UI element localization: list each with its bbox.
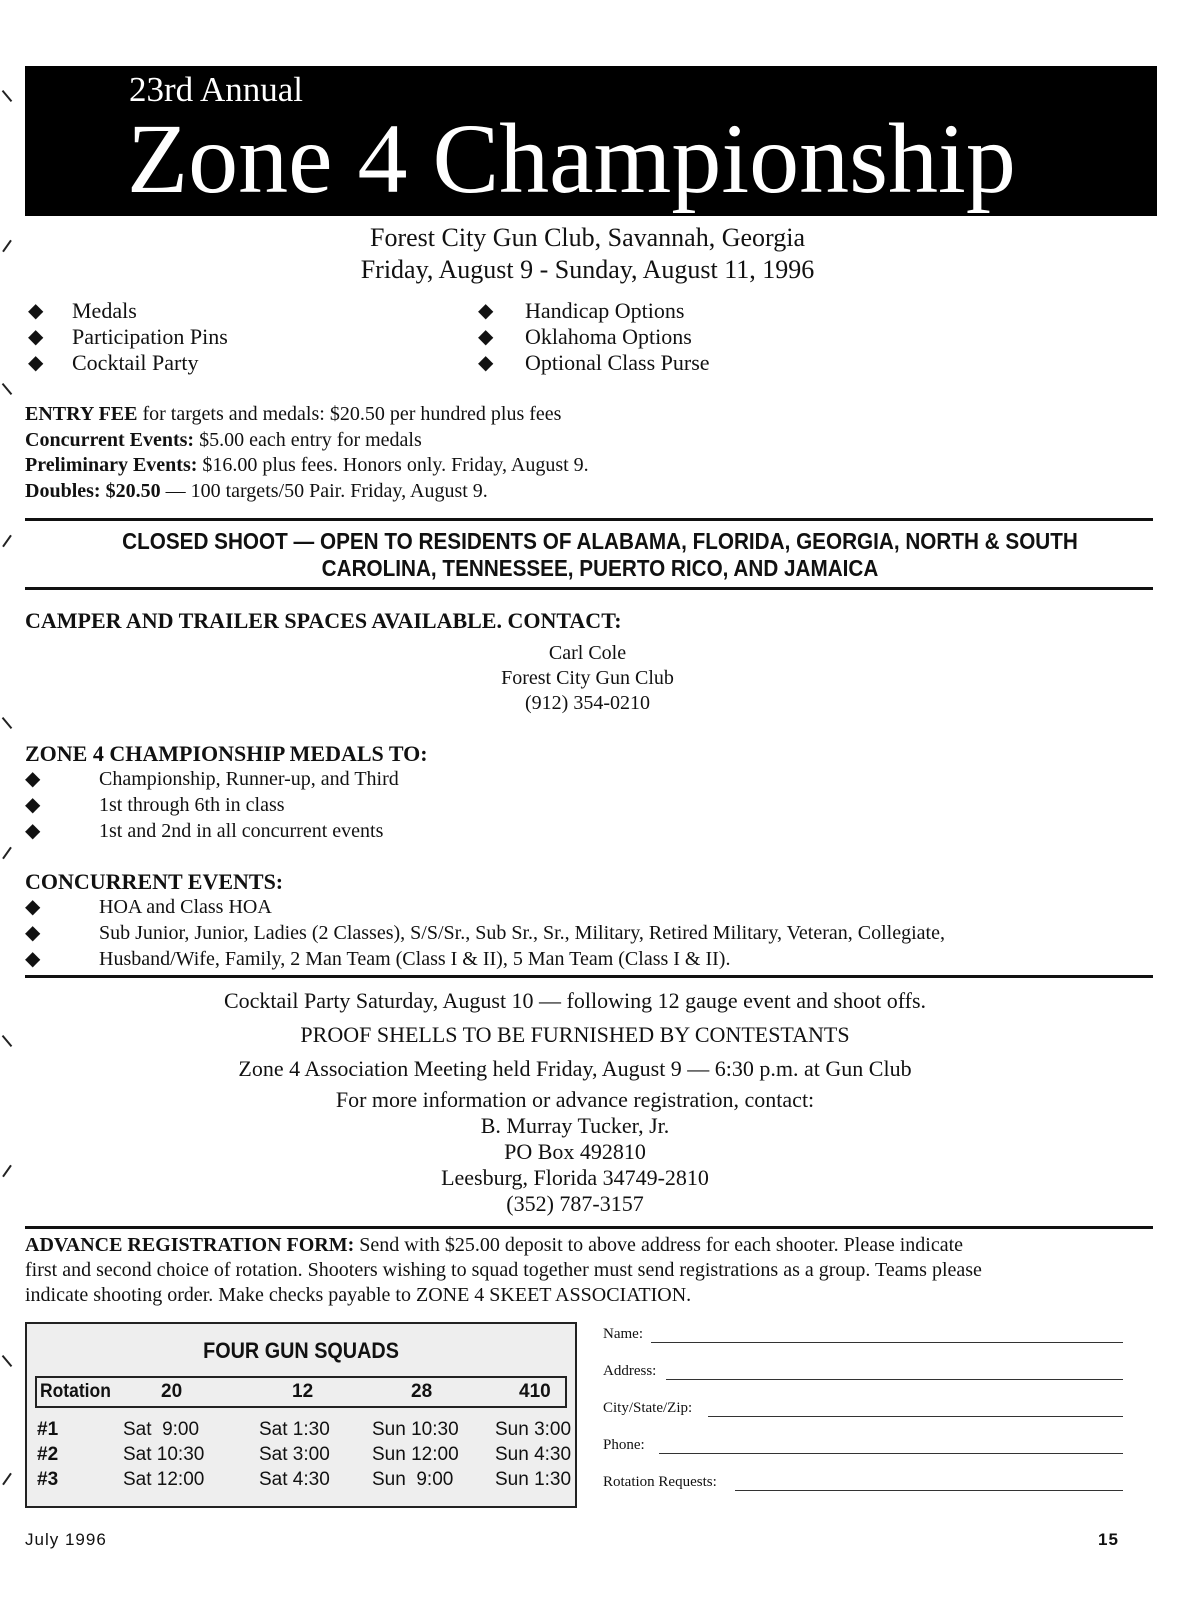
diamond-bullet-icon: ◆ (25, 896, 41, 918)
margin-mark (2, 1355, 13, 1367)
camper-heading: CAMPER AND TRAILER SPACES AVAILABLE. CONTACT: (25, 608, 622, 633)
fee-entry: ENTRY FEE for targets and medals: $20.50 per hundred plus fees (25, 403, 562, 425)
venue-location: Forest City Gun Club, Savannah, Georgia (370, 223, 805, 252)
diamond-bullet-icon: ◆ (25, 794, 41, 816)
camper-contact: Carl Cole Forest City Gun Club (912) 354-0210 (501, 642, 674, 714)
margin-mark (2, 90, 13, 102)
margin-mark (2, 717, 13, 729)
city-state-zip-label: City/State/Zip: (603, 1400, 693, 1416)
registration-instructions: ADVANCE REGISTRATION FORM: Send with $25.00 deposit to above address for each shooter. Please indicate first and second choice of rotation. Shooters wishing to squad together must send registrations as a group. Teams please indicate shooting order. Make checks payable to ZONE 4 SKEET ASSOCIATION. (25, 1234, 982, 1306)
registration-form (603, 1322, 1143, 1502)
page-number: 15 (1098, 1530, 1119, 1549)
event-notes (0, 984, 1150, 1086)
footer-date: July 1996 (25, 1530, 107, 1549)
table-title: FOUR GUN SQUADS (203, 1338, 399, 1363)
name-label: Name: (603, 1326, 643, 1342)
phone-field[interactable] (659, 1453, 1123, 1454)
address-field[interactable] (666, 1379, 1123, 1380)
fee-list (25, 402, 589, 504)
table-header: Rotation 20 12 28 410 (35, 1376, 567, 1408)
features-left (28, 298, 228, 376)
medals-list (25, 766, 399, 844)
margin-mark (2, 383, 13, 395)
margin-mark (2, 1473, 12, 1486)
list-item: ◆ 1st through 6th in class (25, 794, 285, 816)
margin-mark (2, 847, 12, 860)
diamond-bullet-icon: ◆ (28, 326, 44, 348)
shells-note: PROOF SHELLS TO BE FURNISHED BY CONTESTANTS (300, 1022, 850, 1047)
banner-subtitle: 23rd Annual (129, 70, 304, 109)
rotation-requests-label: Rotation Requests: (603, 1474, 717, 1490)
concurrent-list (25, 894, 945, 972)
diamond-bullet-icon: ◆ (25, 768, 41, 790)
meeting-note: Zone 4 Association Meeting held Friday, August 9 — 6:30 p.m. at Gun Club (238, 1056, 912, 1081)
venue-dates: Friday, August 9 - Sunday, August 11, 1996 (360, 255, 815, 284)
feature-item: ◆ Medals (28, 298, 137, 323)
diamond-bullet-icon: ◆ (28, 300, 44, 322)
name-field[interactable] (651, 1342, 1123, 1343)
features-right (478, 298, 710, 376)
list-item: ◆ HOA and Class HOA (25, 896, 272, 918)
margin-mark (2, 535, 12, 548)
venue-block (0, 222, 1175, 286)
address-label: Address: (603, 1363, 657, 1379)
phone-label: Phone: (603, 1437, 645, 1453)
feature-item: ◆ Oklahoma Options (478, 324, 692, 349)
diamond-bullet-icon: ◆ (478, 300, 494, 322)
diamond-bullet-icon: ◆ (478, 326, 494, 348)
list-item: ◆ Husband/Wife, Family, 2 Man Team (Class I & II), 5 Man Team (Class I & II). (25, 948, 731, 970)
diamond-bullet-icon: ◆ (25, 820, 41, 842)
cocktail-note: Cocktail Party Saturday, August 10 — following 12 gauge event and shoot offs. (223, 988, 927, 1013)
registration-contact: For more information or advance registration, contact: B. Murray Tucker, Jr. PO Box 492810 Leesburg, Florida 34749-2810 (352) 787-3157 (335, 1087, 815, 1216)
list-item: ◆ Championship, Runner-up, and Third (25, 768, 399, 790)
diamond-bullet-icon: ◆ (478, 352, 494, 374)
concurrent-heading: CONCURRENT EVENTS: (25, 869, 284, 894)
four-gun-squads-table: FOUR GUN SQUADS Rotation 20 12 28 410 #1 Sat 9:00 Sat 1:30 Sun 10:30 Sun 3:00 #2 Sat 10:30 Sat 3:00 Sun 12:00 Sun 4:30 #3 Sat 12:00 Sat 4:30 Sun 9:00 Sun 1:30 (25, 1322, 577, 1508)
fee-doubles: Doubles: $20.50 — 100 targets/50 Pair. Friday, August 9. (25, 479, 488, 502)
divider (25, 587, 1153, 590)
feature-item: ◆ Participation Pins (28, 324, 228, 349)
diamond-bullet-icon: ◆ (25, 948, 41, 970)
closed-shoot-notice: CLOSED SHOOT — OPEN TO RESIDENTS OF ALABAMA, FLORIDA, GEORGIA, NORTH & SOUTH CAROLINA, TENNESSEE, PUERTO RICO, AND JAMAICA (122, 528, 1078, 581)
city-state-zip-field[interactable] (708, 1416, 1123, 1417)
feature-item: ◆ Optional Class Purse (478, 350, 710, 375)
banner-title: Zone 4 Championship (127, 103, 1016, 214)
medals-heading: ZONE 4 CHAMPIONSHIP MEDALS TO: (25, 741, 428, 766)
list-item: ◆ 1st and 2nd in all concurrent events (25, 820, 384, 842)
diamond-bullet-icon: ◆ (28, 352, 44, 374)
title-banner (25, 66, 1157, 216)
feature-item: ◆ Handicap Options (478, 298, 685, 323)
rotation-requests-field[interactable] (735, 1490, 1123, 1491)
diamond-bullet-icon: ◆ (25, 922, 41, 944)
feature-item: ◆ Cocktail Party (28, 350, 199, 375)
fee-preliminary: Preliminary Events: $16.00 plus fees. Honors only. Friday, August 9. (25, 454, 589, 476)
divider (25, 518, 1153, 521)
divider (25, 975, 1153, 978)
divider (25, 1226, 1153, 1229)
list-item: ◆ Sub Junior, Junior, Ladies (2 Classes), S/S/Sr., Sub Sr., Sr., Military, Retired Military, Veteran, Collegiate, (25, 922, 945, 944)
fee-concurrent: Concurrent Events: $5.00 each entry for medals (25, 428, 422, 451)
